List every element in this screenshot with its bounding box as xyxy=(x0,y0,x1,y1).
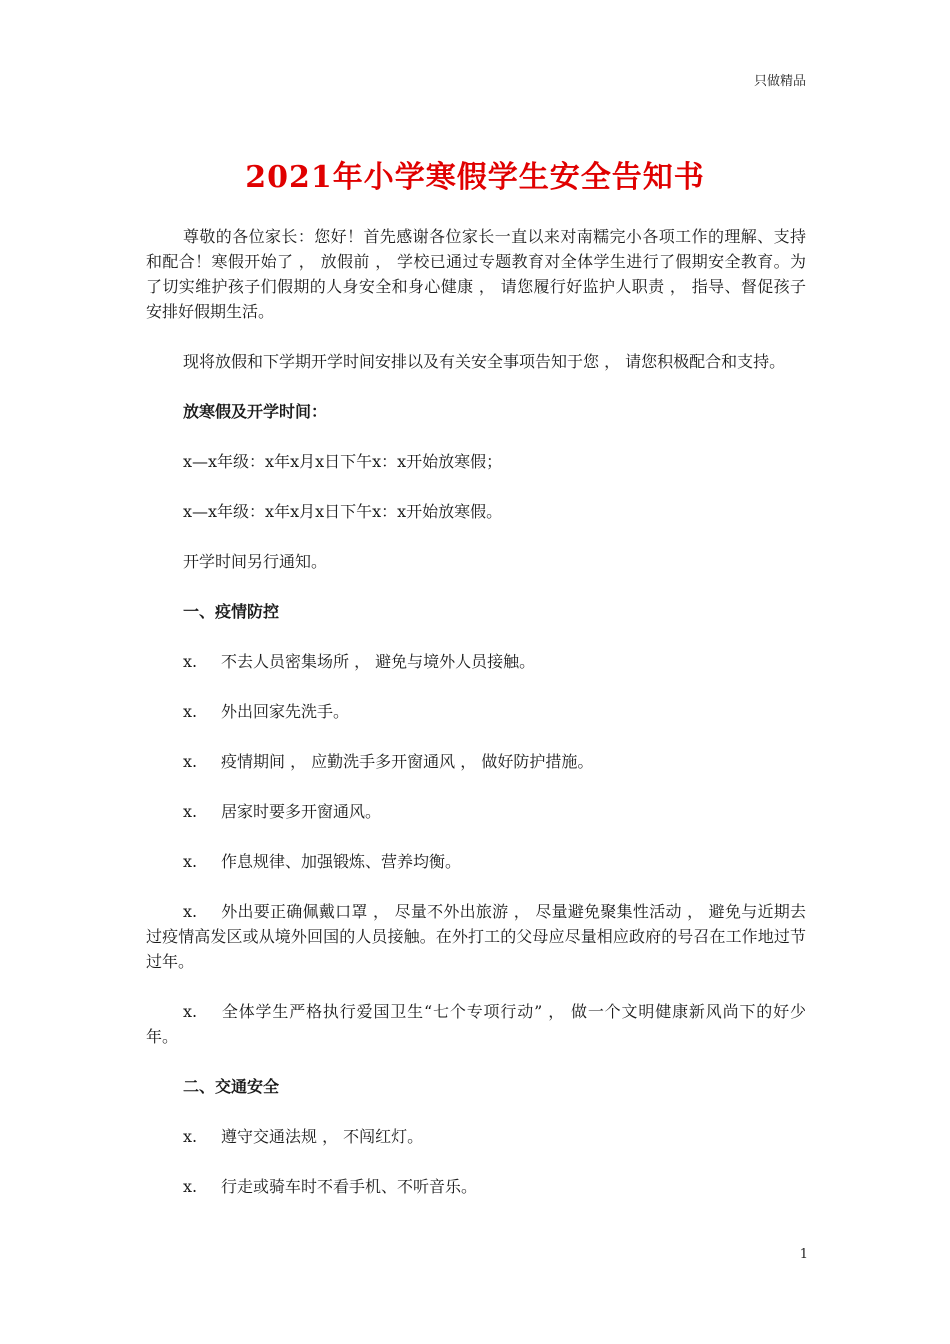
list-marker: x. xyxy=(183,652,198,671)
list-item-text: 作息规律、加强锻炼、营养均衡。 xyxy=(221,852,462,871)
list-item-text: 不去人员密集场所 ， 避免与境外人员接触。 xyxy=(221,652,536,671)
header-note: 只做精品 xyxy=(753,74,806,89)
section-heading-traffic: 二、交通安全 xyxy=(183,1077,280,1096)
list-item-text: 疫情期间 ， 应勤洗手多开窗通风 ， 做好防护措施。 xyxy=(221,752,594,771)
schedule-heading: 放寒假及开学时间： xyxy=(183,402,328,421)
document-title: 2021年小学寒假学生安全告知书 xyxy=(245,160,705,195)
page-number: 1 xyxy=(799,1247,808,1262)
intro-paragraph: 现将放假和下学期开学时间安排以及有关安全事项告知于您 ， 请您积极配合和支持。 xyxy=(183,352,786,371)
list-marker: x. xyxy=(183,802,198,821)
document-body xyxy=(146,224,806,1224)
list-marker: x. xyxy=(183,852,198,871)
section-heading-epidemic: 一、疫情防控 xyxy=(183,602,280,621)
list-marker: x. xyxy=(183,702,198,721)
list-item xyxy=(146,1124,806,1149)
list-item-text: 外出要正确佩戴口罩 ， 尽量不外出旅游 ， 尽量避免聚集性活动 ， 避免与近期去过疫情高发区或从境外回国的人员接触。在外打工的父母应尽量相应政府的号召在工作地过节过年。 xyxy=(146,902,806,971)
list-item xyxy=(146,649,806,674)
list-item-text: 居家时要多开窗通风。 xyxy=(221,802,382,821)
list-item-text: 行走或骑车时不看手机、不听音乐。 xyxy=(221,1177,478,1196)
list-marker: x. xyxy=(183,1177,198,1196)
schedule-line: x—x年级：x年x月x日下午x：x开始放寒假； xyxy=(183,452,503,471)
list-marker: x. xyxy=(183,902,198,921)
list-item xyxy=(146,699,806,724)
list-item xyxy=(146,899,806,974)
list-item-text: 外出回家先洗手。 xyxy=(221,702,350,721)
list-item xyxy=(146,849,806,874)
intro-paragraph: 尊敬的各位家长：您好！首先感谢各位家长一直以来对南糯完小各项工作的理解、支持和配合！寒假开始了 ， 放假前 ， 学校已通过专题教育对全体学生进行了假期安全教育。为了切实维护孩子们假期的人身安全和身心健康 ， 请您履行好监护人职责 ， 指导、督促孩子安排好假期生活。 xyxy=(146,227,806,321)
list-item-text: 遵守交通法规 ， 不闯红灯。 xyxy=(221,1127,424,1146)
list-marker: x. xyxy=(183,752,198,771)
schedule-line: x—x年级：x年x月x日下午x：x开始放寒假。 xyxy=(183,502,503,521)
list-item-text: 全体学生严格执行爱国卫生“七个专项行动” ， 做一个文明健康新风尚下的好少年。 xyxy=(146,1002,806,1046)
list-item xyxy=(146,749,806,774)
list-marker: x. xyxy=(183,1127,198,1146)
list-item xyxy=(146,1174,806,1199)
list-item xyxy=(146,999,806,1049)
list-marker: x. xyxy=(183,1002,198,1021)
list-item xyxy=(146,799,806,824)
schedule-line: 开学时间另行通知。 xyxy=(183,552,328,571)
